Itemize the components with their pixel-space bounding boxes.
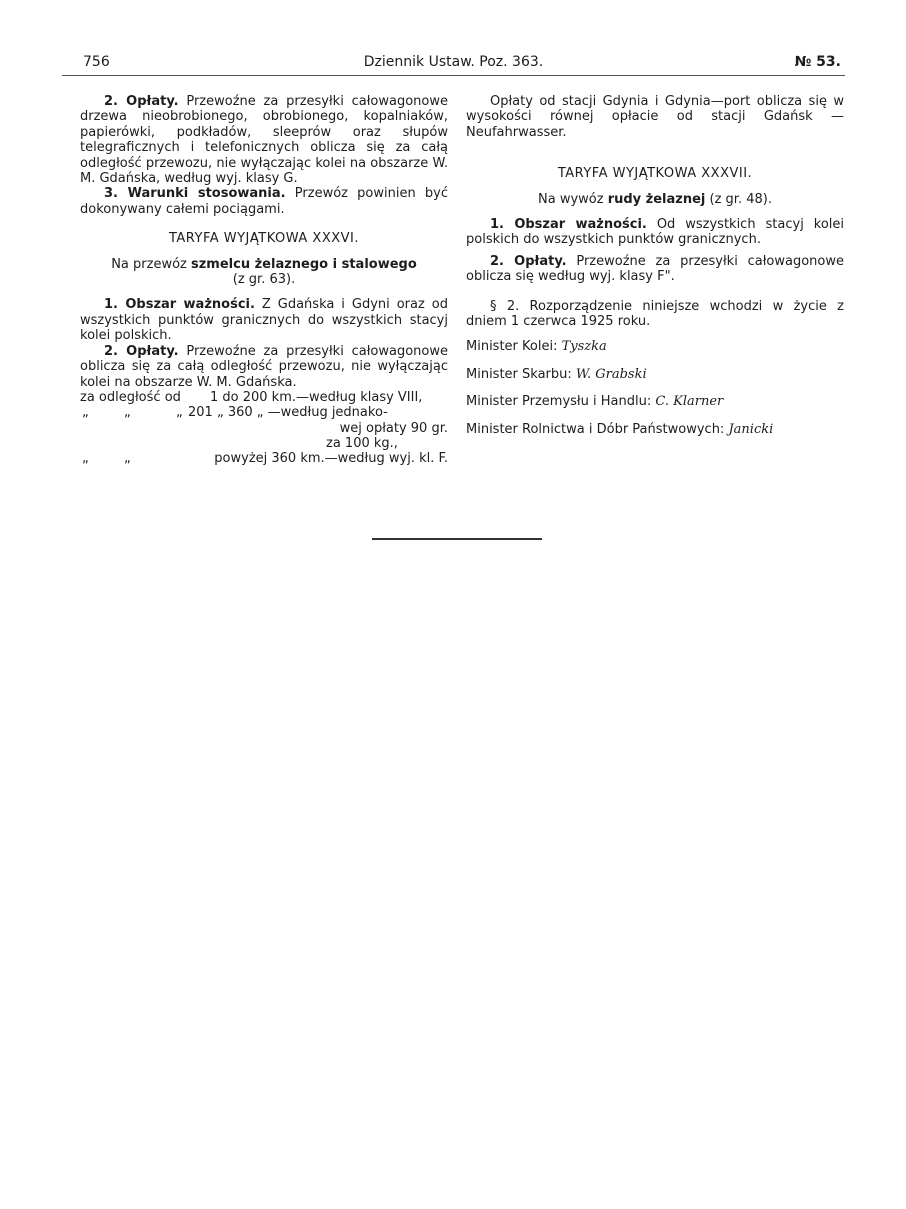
signature-name: C. Klarner [655, 394, 724, 410]
ditto-mark: „ [82, 451, 89, 467]
paragraph-text: Od wszystkich stacyj kolei polskich do wszystkich punktów granicznych. [466, 217, 844, 248]
subtitle-reference: (z gr. 48). [709, 191, 772, 207]
subtitle-bold: szmelcu żelaznego i stalowego [191, 256, 417, 272]
subtitle-prefix: Na przewóz [111, 256, 187, 272]
rate-value: 201 „ 360 „ —według jednako- [188, 405, 388, 421]
paragraph-par-2: § 2. Rozporządzenie niniejsze wchodzi w życie z dniem 1 czerwca 1925 roku. [466, 298, 844, 330]
paragraph-heading: 2. Opłaty. [104, 94, 179, 109]
rate-value: powyżej 360 km.—według wyj. kl. F. [214, 451, 448, 467]
rate-row-1 [80, 390, 448, 405]
subtitle-prefix: Na wywóz [538, 191, 604, 207]
paragraph-warunki [80, 186, 448, 217]
issue-number: № 53. [794, 54, 841, 70]
paragraph-text: Przewoźne za przesyłki całowagonowe drzewa nieobrobionego, obrobionego, kopalniaków, papierówki, podkładów, sleeprów oraz słupów telegraficznych i telefonicznych oblicza się za całą odległość przewozu, nie wyłączając kolei na obszarze W. M. Gdańska, według wyj. klasy G. [80, 94, 448, 187]
section-title-xxxvii: TARYFA WYJĄTKOWA XXXVII. [557, 166, 753, 182]
signature-role: Minister Kolei: [466, 339, 558, 355]
signature-line [466, 367, 844, 382]
section-title-xxxvi: TARYFA WYJĄTKOWA XXXVI. [168, 231, 360, 247]
signature-name: Tyszka [561, 339, 607, 355]
paragraph-heading: 1. Obszar ważności. [104, 297, 255, 313]
paragraph-text: Przewóz powinien być dokonywany całemi pociągami. [80, 186, 448, 217]
paragraph-obszar [80, 297, 448, 343]
rate-row-2 [80, 405, 448, 420]
paragraph-obszar [466, 217, 844, 248]
paragraph-heading: 1. Obszar ważności. [490, 217, 647, 233]
subtitle-reference: (z gr. 63). [232, 272, 296, 288]
ditto-mark: „ [124, 451, 131, 467]
rate-value: za 100 kg., [326, 436, 398, 452]
signature-name: Janicki [728, 421, 774, 437]
paragraph-oplaty-drewno [80, 94, 448, 186]
rate-row-2-cont [80, 421, 448, 436]
section-subtitle-xxxvii [466, 192, 844, 207]
signature-role: Minister Przemysłu i Handlu: [466, 394, 652, 410]
rate-value: wej opłaty 90 gr. [339, 420, 448, 436]
signature-line [466, 422, 844, 437]
rate-row-3 [80, 451, 448, 466]
signature-line [466, 394, 844, 409]
right-column [466, 94, 844, 437]
signature-line [466, 339, 844, 354]
ditto-mark: „ [124, 405, 131, 421]
paragraph-gdynia: Opłaty od stacji Gdynia i Gdynia—port oblicza się w wysokości równej opłacie od stacji Gdańsk — Neufahrwasser. [466, 94, 844, 140]
paragraph-heading: 3. Warunki stosowania. [104, 186, 286, 202]
paragraph-text: Przewoźne za przesyłki całowagonowe oblicza się za całą odległość przewozu, nie wyłączając kolei na obszarze W. M. Gdańska. [80, 343, 448, 390]
rate-value: 1 do 200 km.—według klasy VIII, [210, 389, 423, 405]
paragraph-heading: 2. Opłaty. [490, 253, 567, 269]
paragraph-text: Z Gdańska i Gdyni oraz od wszystkich punktów granicznych do wszystkich stacyj kolei polskich. [80, 297, 448, 344]
signature-role: Minister Rolnictwa i Dóbr Państwowych: [466, 421, 725, 437]
rate-row-2-cont [80, 436, 448, 451]
end-rule [372, 538, 542, 540]
page-header [62, 54, 845, 76]
header-rule [62, 75, 845, 76]
paragraph-oplaty-ruda [466, 254, 844, 285]
subtitle-bold: rudy żelaznej [607, 191, 706, 207]
left-column [80, 94, 448, 467]
ditto-mark: „ [82, 405, 89, 421]
journal-title: Dziennik Ustaw. Poz. 363. [363, 54, 544, 70]
paragraph-oplaty-szmelc [80, 344, 448, 390]
paragraph-heading: 2. Opłaty. [104, 343, 179, 359]
rate-label: za odległość od [80, 389, 181, 405]
signature-role: Minister Skarbu: [466, 366, 572, 382]
section-subtitle-xxxvi [80, 257, 448, 272]
signature-name: W. Grabski [575, 366, 647, 382]
ditto-mark: „ [176, 405, 183, 421]
paragraph-text: Przewoźne za przesyłki całowagonowe oblicza się według wyj. klasy F". [466, 253, 844, 285]
page-number: 756 [83, 54, 110, 70]
